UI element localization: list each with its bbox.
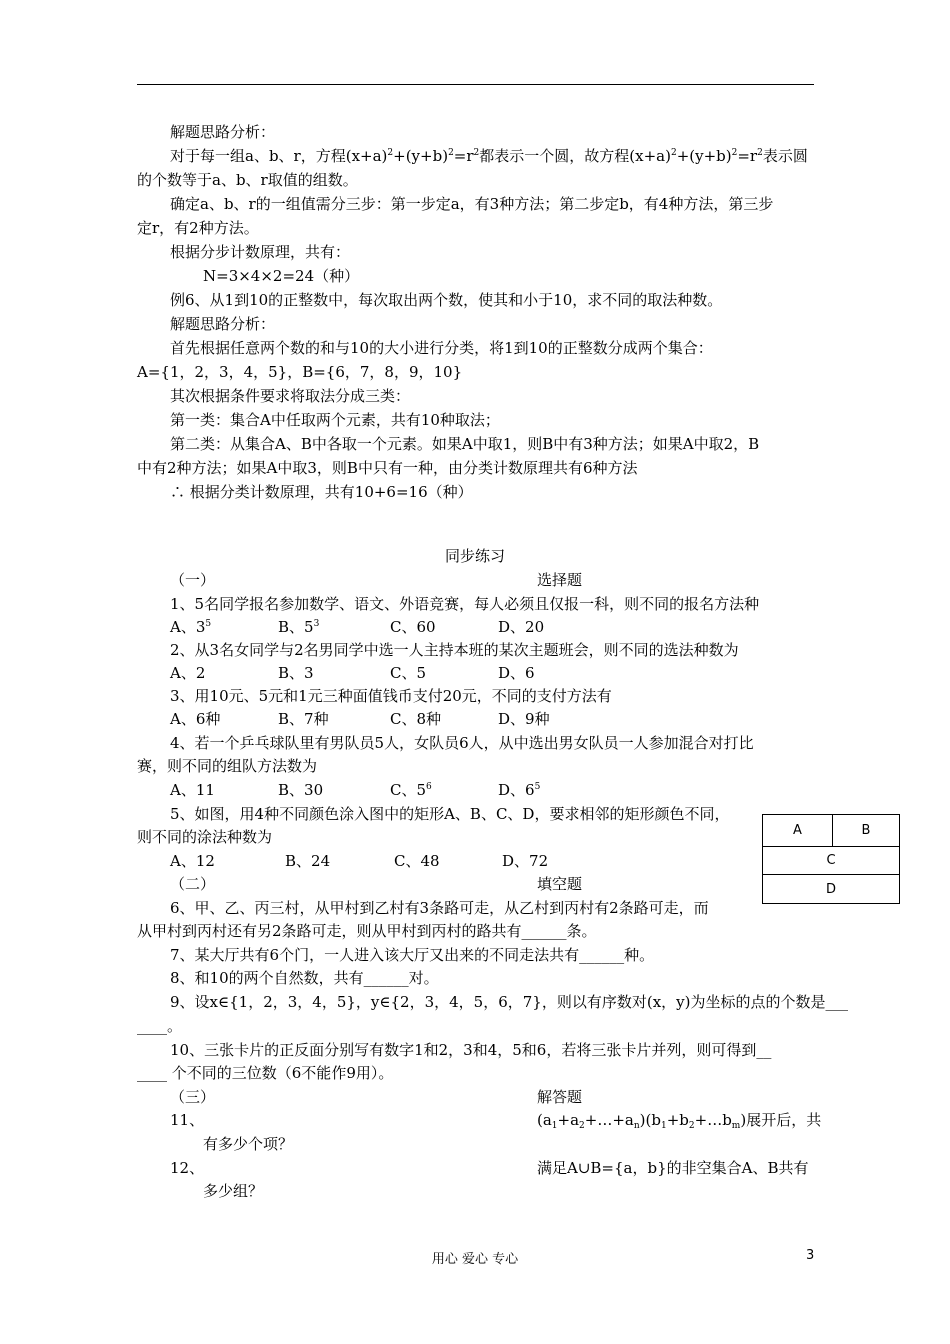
question-11-formula: $(a_1+a_2+\dots+a_n)(b_1+b_2+\dots b_m)$展开后，共 bbox=[537, 1111, 822, 1131]
analysis-heading: 解题思路分析： bbox=[170, 123, 276, 141]
example-6-conclusion: ∴ 根据分类计数原理，共有10+6=16（种） bbox=[170, 483, 473, 501]
q5-option-a: A、12 bbox=[170, 852, 215, 870]
q4-option-d: D、$6^5$ bbox=[498, 781, 541, 799]
question-12-text: 满足A∪B={a，b}的非空集合A、B共有 bbox=[537, 1159, 809, 1177]
question-1: 1、5名同学报名参加数学、语文、外语竞赛，每人必须且仅报一科，则不同的报名方法种 bbox=[170, 595, 760, 613]
analysis-paragraph-3: 根据分步计数原理，共有： bbox=[170, 243, 351, 261]
rect-b: B bbox=[833, 815, 899, 847]
practice-title: 同步练习 bbox=[444, 547, 505, 565]
question-8: 8、和10的两个自然数，共有______对。 bbox=[170, 969, 439, 987]
question-2: 2、从3名女同学与2名男同学中选一人主持本班的某次主题班会，则不同的选法种数为 bbox=[170, 641, 739, 659]
question-10-cont: ____ 个不同的三位数（6不能作9用）。 bbox=[137, 1064, 394, 1082]
question-10: 10、三张卡片的正反面分别写有数字1和2，3和4，5和6，若将三张卡片并列，则可得到__ bbox=[170, 1041, 772, 1059]
analysis-paragraph-2: 确定a、b、r的一组值需分三步：第一步定a，有3种方法；第二步定b，有4种方法，第三步 bbox=[170, 195, 774, 213]
example-6-heading: 解题思路分析： bbox=[170, 315, 276, 333]
q1-option-d: D、20 bbox=[498, 618, 545, 636]
example-6-paragraph-4: 第二类：从集合A、B中各取一个元素。如果A中取1，则B中有3种方法；如果A中取2，B bbox=[170, 435, 760, 453]
example-6-title: 例6、从1到10的正整数中，每次取出两个数，使其和小于10，求不同的取法种数。 bbox=[170, 291, 723, 309]
q4-option-a: A、11 bbox=[170, 781, 215, 799]
page-footer: 用心 爱心 专心 bbox=[431, 1252, 519, 1267]
page-number: 3 bbox=[806, 1248, 815, 1263]
q2-option-b: B、3 bbox=[278, 664, 314, 682]
section-3-name: 解答题 bbox=[537, 1088, 583, 1106]
question-7: 7、某大厅共有6个门，一人进入该大厅又出来的不同走法共有______种。 bbox=[170, 946, 655, 964]
question-12-number: 12、 bbox=[170, 1159, 205, 1177]
q5-option-c: C、48 bbox=[394, 852, 440, 870]
analysis-paragraph-1-cont: 的个数等于a、b、r取值的组数。 bbox=[137, 171, 358, 189]
q1-option-c: C、60 bbox=[390, 618, 436, 636]
question-11-cont: 有多少个项？ bbox=[203, 1135, 294, 1153]
analysis-paragraph-2-cont: 定r，有2种方法。 bbox=[137, 219, 259, 237]
question-9-cont: ____。 bbox=[137, 1017, 183, 1035]
question-5: 5、如图，用4种不同颜色涂入图中的矩形A、B、C、D，要求相邻的矩形颜色不同， bbox=[170, 805, 730, 823]
q1-option-b: B、$5^3$ bbox=[278, 618, 320, 636]
q2-option-d: D、6 bbox=[498, 664, 535, 682]
rect-d: D bbox=[825, 881, 836, 897]
q2-option-a: A、2 bbox=[170, 664, 206, 682]
q3-option-a: A、6种 bbox=[170, 710, 221, 728]
q4-option-b: B、30 bbox=[278, 781, 324, 799]
section-1-name: 选择题 bbox=[537, 571, 583, 589]
analysis-paragraph-1: 对于每一组a、b、r，方程$(x+a)^2+(y+b)^2=r^2$都表示一个圆，故方程$(x+a)^2+(y+b)^2=r^2$表示圆 bbox=[170, 147, 808, 165]
q3-option-d: D、9种 bbox=[498, 710, 550, 728]
question-12-cont: 多少组？ bbox=[203, 1182, 264, 1200]
analysis-formula: N=3×4×2=24（种） bbox=[203, 267, 360, 285]
example-6-paragraph-1-cont: A={1，2，3，4，5}，B={6，7，8，9，10} bbox=[137, 363, 463, 381]
question-11-number: 11、 bbox=[170, 1111, 205, 1129]
example-6-paragraph-2: 其次根据条件要求将取法分成三类： bbox=[170, 387, 411, 405]
question-4-cont: 赛，则不同的组队方法数为 bbox=[137, 757, 318, 775]
header-rule bbox=[137, 84, 814, 85]
q4-option-c: C、$5^6$ bbox=[390, 781, 432, 799]
example-6-paragraph-3: 第一类：集合A中任取两个元素，共有10种取法； bbox=[170, 411, 500, 429]
q3-option-c: C、8种 bbox=[390, 710, 442, 728]
example-6-paragraph-4-cont: 中有2种方法；如果A中取3，则B中只有一种，由分类计数原理共有6种方法 bbox=[137, 459, 638, 477]
q5-option-d: D、72 bbox=[502, 852, 549, 870]
section-3-number: （三） bbox=[170, 1088, 216, 1106]
q5-option-b: B、24 bbox=[285, 852, 331, 870]
rectangles-figure bbox=[762, 814, 900, 904]
question-6: 6、甲、乙、丙三村，从甲村到乙村有3条路可走，从乙村到丙村有2条路可走，而 bbox=[170, 899, 709, 917]
rect-c: C bbox=[763, 847, 899, 875]
q1-option-a: A、$3^5$ bbox=[170, 618, 212, 636]
section-2-number: （二） bbox=[170, 875, 216, 893]
section-2-name: 填空题 bbox=[537, 875, 583, 893]
q3-option-b: B、7种 bbox=[278, 710, 329, 728]
example-6-paragraph-1: 首先根据任意两个数的和与10的大小进行分类，将1到10的正整数分成两个集合： bbox=[170, 339, 713, 357]
section-1-number: （一） bbox=[170, 571, 216, 589]
question-9: 9、设x∈{1，2，3，4，5}，y∈{2，3，4，5，6，7}，则以有序数对(x，y)为坐标的点的个数是___ bbox=[170, 993, 848, 1011]
question-4: 4、若一个乒乓球队里有男队员5人，女队员6人，从中选出男女队员一人参加混合对打比 bbox=[170, 734, 754, 752]
question-6-cont: 从甲村到丙村还有另2条路可走，则从甲村到丙村的路共有______条。 bbox=[137, 922, 597, 940]
question-5-cont: 则不同的涂法种数为 bbox=[137, 828, 273, 846]
q2-option-c: C、5 bbox=[390, 664, 427, 682]
rect-a: A bbox=[763, 815, 833, 847]
question-3: 3、用10元、5元和1元三种面值钱币支付20元，不同的支付方法有 bbox=[170, 687, 612, 705]
